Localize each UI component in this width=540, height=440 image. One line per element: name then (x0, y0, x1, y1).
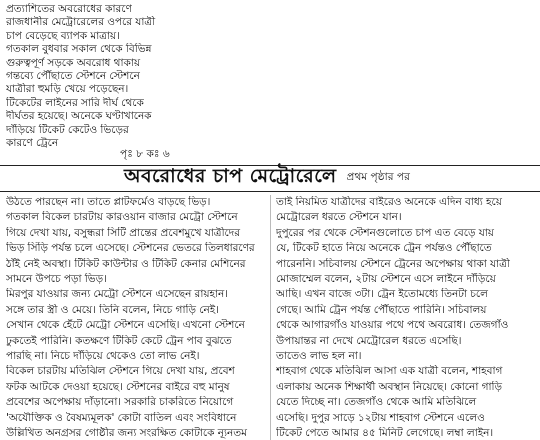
top-article-line: কারণে ট্রেনে (6, 137, 59, 149)
right-column-line: মেট্রোরেল ধরতে স্টেশনে যান। (276, 211, 402, 224)
right-column-line: এসেছি। দুপুর সাড়ে ১২টায় শাহবাগ স্টেশনে এলেও (276, 411, 485, 424)
right-column-line: গেছে। আমি ট্রেন পর্যন্ত পৌঁছাতে পারিনি। সচিবালয় (276, 303, 487, 316)
left-column-line: গতকাল বিকেল চারটায় কারওয়ান বাজার মেট্রো স্টেশনে (6, 211, 238, 224)
page-reference: পৃঃ ৮ কঃ ৬ (120, 148, 170, 160)
left-column-line: 'অযৌক্তিক ও বৈষম্যমূলক' কোটা বাতিল এবং সংবিধানে (6, 411, 237, 424)
top-article-line: যাত্রীরা হুমড়ি খেয়ে পড়েছেন। (6, 83, 129, 96)
left-column-line: প্রবেশের অপেক্ষায় দাঁড়ানো। সরকারি চাকরিতে নিয়োগে (6, 396, 234, 409)
column-divider (270, 195, 271, 440)
top-article-line: গুরুত্বপূর্ণ সড়কে অবরোধ থাকায় (6, 56, 141, 69)
left-column-line: ফটক আটকে দেওয়া হয়েছে। স্টেশনের বাইরে বহু মানুষ (6, 380, 230, 393)
left-column-line: গিয়ে দেখা যায়, বসুন্ধরা সিটি প্রান্তের প্রবেশমুখে যাত্রীদের (6, 226, 240, 239)
top-article-line: রাজধানীর মেট্রোরেলের ওপরে যাত্রী (6, 16, 156, 29)
right-column-line: দুপুরের পর থেকে স্টেশনগুলোতে চাপ এত বেড়ে যায় (276, 226, 494, 239)
top-article-line: দাঁড়িয়ে টিকেট কেটেও ভিড়ের (6, 123, 129, 136)
left-column-line: ঠাঁই নেই অবস্থা। টিকিট কাউন্টার ও টিকিট কেনার মেশিনের (6, 257, 246, 270)
left-column-line: পারছি না। নিচে দাঁড়িয়ে থেকেও তো লাভ নেই। (6, 350, 200, 362)
right-column-line: তাই নিয়মিত যাত্রীদের বাইরেও অনেকে এদিন বাধ্য হয়ে (276, 196, 502, 208)
top-article-line: প্রত্যাশিতের অবরোধের কারণে (6, 3, 132, 15)
right-column-line: শাহবাগ থেকে মতিঝিল আসা এক যাত্রী বলেন, শাহবাগ (276, 365, 503, 378)
left-column-line: সেখান থেকে হেঁটে মেট্রো স্টেশনে এসেছি। এখনো স্টেশনে (6, 319, 245, 332)
right-column-line: পারেননি। সচিবালয় স্টেশনে ট্রেনের অপেক্ষায় থাকা যাত্রী (276, 257, 510, 270)
top-article-line: গতকাল বুধবার সকাল থেকে বিভিন্ন (6, 43, 152, 56)
left-column-line: ভিড় সিঁড়ি পর্যন্ত চলে এসেছে। স্টেশনের ভেতরে তিলধারণের (6, 242, 255, 255)
headline-bar (0, 165, 540, 191)
right-column-line: আছি। এখন বাজে ৩টা। ট্রেন ইতোমধ্যে তিনটা চলে (276, 288, 488, 301)
headline: অবরোধের চাপ মেট্রোরেলে (124, 165, 337, 187)
right-column-line: মোজাম্মেল বলেন, ২টায় স্টেশনে এসে লাইনে দাঁড়িয়ে (276, 273, 496, 285)
right-column-line: থেকে আগারগাঁও যাওয়ার পথে পথে অবরোধ। তেজগাঁও (276, 319, 509, 332)
top-article-line: টিকেটের লাইনের সারি দীর্ঘ থেকে (6, 96, 144, 109)
right-column-line: টিকেট পেতে আমার ৪৫ মিনিট লেগেছে। লম্বা লাইন। (276, 427, 494, 439)
right-column-line: এলাকায় অনেক শিক্ষার্থী অবস্থান নিয়েছে। কোনো গাড়ি (276, 380, 503, 393)
left-column-line: মিরপুর যাওয়ার জন্য মেট্রো স্টেশনে এসেছেন রায়হান। (6, 288, 228, 301)
top-article-line: দীর্ঘতর হয়েছে। অনেকে ঘণ্টাখানেক (6, 110, 152, 123)
left-column-line: সঙ্গে তার স্ত্রী ও মেয়ে। তিনি বলেন, নিচে গাড়ি নেই। (6, 303, 219, 316)
left-column-line: সামনে উপচে পড়া ভিড়। (6, 273, 107, 285)
right-column-line: উপায়ান্তর না দেখে মেট্রোরেল ধরতে এসেছি। (276, 334, 462, 347)
top-article-line: গন্তব্যে পৌঁছাতে স্টেশনে স্টেশনে (6, 70, 140, 82)
right-column-line: যে, টিকেট হাতে নিয়ে অনেকে ট্রেন পর্যন্তও পৌঁছাতে (276, 242, 492, 255)
left-column-line: উঠতে পারছেন না। তাতে প্লাটফর্মেও বাড়ছে ভিড়। (6, 196, 211, 208)
left-column-line: ঢুকতেই পারিনি। কতক্ষণে টিকিট কেটে ট্রেন পাব বুঝতে (6, 334, 232, 347)
continued-from-label: প্রথম পৃষ্ঠার পর (346, 170, 410, 183)
left-column-line: উল্লিখিত অনগ্রসর গোষ্ঠীর জন্য সংরক্ষিত কোটাকে ন্যূনতম (6, 427, 247, 439)
left-column-line: বিকেল চারটায় মতিঝিল স্টেশনে গিয়ে দেখা যায়, প্রবেশ (6, 365, 235, 378)
top-article-line: চাপ বেড়েছে ব্যাপক মাত্রায়। (6, 29, 120, 42)
right-column-line: যেতে দিচ্ছে না। তেজগাঁও থেকে আমি মতিঝিলে (276, 396, 477, 409)
right-column-line: তাতেও লাভ হল না। (276, 350, 362, 362)
